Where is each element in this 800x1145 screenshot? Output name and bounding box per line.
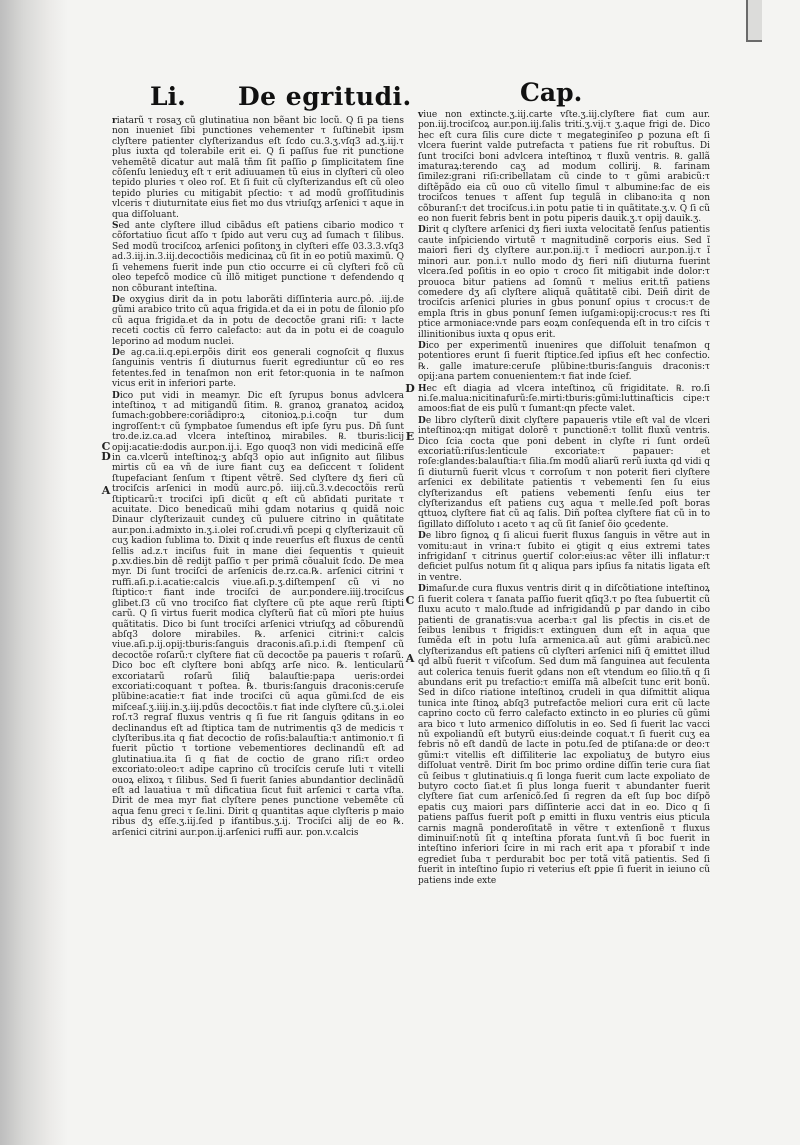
paragraph: Sed ante clyſtere illud cibãdus eſt patiens cibario modico τ cõfortatiuo ſicut aſſo τ ſpido aut veru cuʒ ad ſumach τ ſilibus. Sed modũ trociſcoꝝ arſenici poſitonʒ in clyſteri eſſe 03.3.3.vſq3 ad.3.iij.in.3.iij.decoctiõis medicinaꝝ cũ ſit in eo potiũ maximũ. Q ſi vehemens fuerit inde pun ctio occurre ei cũ clyſteri fcõ cũ oleo tepefcõ modice cũ illõ mitiget punctione τ defendendo q non cõburant inteſtina. [112, 221, 404, 294]
paragraph: De ag.ca.ii.q.epi.erpõis dirit eos generali cognoſcit q fluxus ſanguinis ventris ſi diuturnus fuerit egrediuntur cũ eo res fetentes.fed in tenaſmon non erit fetor:quonia in te naſmon vicus erit in inferiori parte. [112, 347, 404, 390]
binding-shadow [0, 0, 68, 1145]
margin-letter: A [101, 484, 111, 497]
text-column-left [112, 116, 404, 839]
paragraph: Dico put vidi in meamyr. Dic eſt ſyrupus bonus advlcera inteſtinoꝝ τ ad mitigandũ ſitim. ℞. granoꝝ granatoꝝ acidoꝝ ſumach:gobbere:coriãdipro:ꝝ citonioꝝ.p.i.coq̃n tur dum ingroſſent:τ cũ ſympbatoe ſumendus eſt ipſe ſyru pus. Dñ ſunt tro.de.iz.ca.ad vlcera inteſtinoꝝ mirabiles. ℞. tburis:licij opij:acatie:dodis aur.pon.ij.i. Ego quoq3 non vidi medicinã eſſe in ca.vlcerũ inteſtinoꝝ:ʒ abſq3 opio aut inſignito aut ſilibus mirtis cũ ea vñ de iure fiant cuʒ ea deſiccent τ ſolident ſtupefaciant ſenſum τ ſtipent vẽtrẽ. Sed clyſtere dʒ fieri cũ trociſcis arſenici in modũ aurc.pô. iiij.cũ.3.v.decoctõis rerũ ſtipticarũ:τ trociſci ipſi dicũt q eſt cũ abſidati puritate τ acuitate. Dico benedicaũ mihi gdam notarius q quidã noic Dinaur clyſterizauit cundeʒ cũ puluere citrino in quãtitate aur.pon.i.admixto in.ʒ.i.olei roſ.crudi.vñ pcepi q clyſterizauit cũ cuʒ kadion ſublima to. Dixit q inde reuerſus eſt fluxus de centũ ſellis ad.z.τ inciſus fuit in mane diei ſequentis τ quieuit ꝑ.xv.dies.bin dẽ redijt paſſio τ per primã cõualuit ſcdo. De mea myr. Di ſunt trociſci de arſenicis de.rz.ca.℞. arſenici citrini τ ruffi.aſi.p.i.acatie:calcis viue.aſi.p.ʒ.diſtempenſ cũ vi no ſtiptico:τ fiant inde trociſci de aur.pondere.iiij.trociſcus glibet.ſ3 cũ vno trociſco fiat clyſtere cũ pte aque rerũ ſtipti carũ. Q ſi virtus fuerit modica clyſterũ fiat cũ mĩori pte huius quãtitatis. Dico bi ſunt trociſci arſenici vtriuſqʒ ad cõburendũ abſq3 dolore mirabiles. ℞. arſenici citrini:τ calcis viue.aſi.p.ij.opij:tburis:ſanguis draconis.aſi.p.i.di ſtempenſ cũ decoctõe roſarũ:τ clyſtere fiat cũ decoctõe pa paueris τ roſarũ. Dico boc eſt clyſtere boni abſqʒ arſe nico. ℞. lenticularũ excoriatarũ roſarũ ſiliq̃ balauſtie:papa ueris:ordei excoriati:coquant τ poſtea. ℞. tburis:ſanguis draconis:ceruſe plũbine:acatie:τ fiat inde trociſci cũ aqua gũmi.ſcd de eis miſceaſ.ʒ.iiij.in.ʒ.iij.pdũs decoctõis.τ fiat inde clyſtere cũ.ʒ.i.olei roſ.τ3 regraſ fluxus ventris q ſi fue rit ſanguis ꝯditans in eo declinandus eſt ad ſtiptica tam de nutrimentis q3 de medicis τ clyſteribus.ita q fiat decoctio de roſis:balauſtia:τ antimonio.τ ſi fuerit pũctio τ tortione vebementiores declinandũ eſt ad glutinatiua.ita ſi q fiat de coctio de grano riſi:τ ordeo excoriato:oleo:τ adipe caprino cũ trociſcis ceruſe luti τ vitelli ouoꝝ elixoꝝ τ ſilibus. Sed ſi fuerit ſanies abundantior declinãdũ eſt ad lauatiua τ mũ dificatiua ſicut fuit arſenici τ carta vſta. Dirit de mea myr fiat clyſtere penes punctione vebemẽte cũ aqua fenu greci τ ſe.lini. Dirit q quantitas aque clyſteris p maio ribus dʒ eſſe.ʒ.iij.ſed p ifantibus.ʒ.ij. Trociſci alij de eo ℞. arſenici citrini aur.pon.ij.arſenici ruffi aur. pon.v.calcis [112, 390, 404, 838]
paragraph: Hec eſt diagia ad vlcera inteſtinoꝝ cũ frigiditate. ℞. ro.ſi ni.ſe.malua:nicitinafurũ:ſe.mirti:tburis:gũmi:luttinaſticis cipe:τ amoos:fiat de eis pulũ τ ſumant:qn pfecte valet. [418, 383, 710, 415]
folio-number: Li. [150, 82, 186, 111]
paragraph: viue non extincte.ʒ.iij.carte vſte.ʒ.iij.clyſtere fiat cum aur. pon.iij.trociſcoꝝ aur.pon.iij.ſalis triti.ʒ.vij.τ ʒ.aque frigi de. Dico hec eſt cura ſilis cure dicte τ megateginiſeo ꝑ pozuna eſt ſi vlcera fuerint valde putrefacta τ patiens fue rit robuſtus. Di ſunt trociſci boni advlcera inteſtinoꝝ τ fluxũ ventris. ℞. gallã imaturaꝝ:terendo caʒ ad modum collirij. ℞. farinam ſimilez:grani riſi:cribellatam cũ cinde to τ gũmi arabicũ:τ diſtẽpãdo eia cũ ouo cũ vitello ſimul τ albumine:fac de eis trociſcos tenues τ aſſent ſup tegulã in clibano:ita q non cõburanſ:τ det trociſcus.i.in potu patie ti in quãtitate.ʒ.v. Q ſi cũ eo non fuerit febris bent in potu piperis dauik.ʒ.τ opij dauik.ʒ. [418, 110, 710, 225]
margin-letter: C [101, 440, 111, 453]
running-head-left: De egritudi. [238, 82, 412, 111]
text-column-right [418, 110, 710, 887]
margin-letter: A [405, 652, 415, 665]
paragraph: Dico per experimentũ inuenires que diſſoluit tenaſmon q potentiores erunt ſi fuerit ſtiptice.ſed ipſius eſt hec confectio. ℞. galle imature:ceruſe plũbine:tburis:ſanguis draconis:τ opij:ana partem conuenientem:τ fiat inde ſcief. [418, 340, 710, 383]
running-head [0, 74, 800, 114]
paragraph: Dirit q clyſtere arſenici dʒ fieri iuxta velocitatẽ ſenſus patientis caute inſpiciendo virtutẽ τ magnitudinẽ corporis eius. Sed ĩ maiori fieri dʒ clyſtere aur.pon.iij.τ ĩ mediocri aur.pon.ij.τ ĩ minori aur. pon.i.τ nullo modo dʒ fieri niſi diuturna fuerint vlcera.ſed poſitis in eo opio τ croco ſit mitigabit inde dolor:τ prouoca bitur patiens ad ſomnũ τ melius erit.tñ patiens comedere dʒ aſi clyſtere aliquã quãtitatẽ cibi. Deiñ dirit de trociſcis arſenici pluries in gbus ponunſ opius τ crocus:τ de empla ſtris in gbus ponunſ ſemen iuſgami:opij:crocus:τ res ſti ptice armoniace:vnde pars eoꝝm conſequenda eſt in tro ciſcis τ illinitionibus iuxta q opus erit. [418, 225, 710, 340]
page-edge-tab [746, 0, 762, 42]
paragraph: De oxygius dirit da in potu laborãti diſſinteria aurc.pô. .iij.de gũmi arabico trito cũ aqua frigida.et da ei in potu de ſilonio pſo cũ aqua frigida.et da in potu de decoctõe grani riſi: τ lacte receti coctis cũ ferro calefacto: aut da in potu ei de coagulo leporino ad modum nuclei. [112, 294, 404, 347]
margin-letter: D [405, 382, 415, 395]
running-head-right: Cap. [520, 78, 583, 107]
paragraph: De libro clyſterũ dixit clyſtere papaueris vtile eſt val de vlceri inteſtinoꝝ:qn mitigat dolorẽ τ punctionẽ:τ tollit fluxũ ventris. Dico ſcia cocta que poni debent in clyſte ri ſunt ordeũ excoriatũ:riſus:lenticule excoriate:τ papauer: et roſe:glandes:balauſtia:τ ſilia.ſm modũ aliarũ rerũ iuxta qd vidi q ſi diuturnũ fuerit vlcus τ corroſum τ non poterit fieri clyſtere arſenici ex debilitate patientis τ vebementi ſen ſu eius clyſterizandus eſt patiens vebementi ſenſu eius ter clyſterizandus eſt patiens cuʒ aqua τ melle.ſed poſt boras qttuoꝝ clyſtere fiat cũ aq ſalis. Diñ poſtea clyſtere fiat cũ in to ſigillato diſſoluto ı aceto τ aq cũ ſit ſanieſ õio ꝯcedente. [418, 415, 710, 530]
margin-letter: E [405, 430, 415, 443]
paragraph: riatarũ τ rosaʒ cũ glutinatiua non bẽant bic locũ. Q ſi pa tiens non inueniet ſibi punctiones vehementer τ ſuſtinebit ipsm clyſtere patienter clyſterizandus eſt ſcdo cu.3.ʒ.vſq3 ad.ʒ.iij.τ plus iuxta qd tolerabile erit ei. Q ſi paſſus fue rit punctione vehemẽtẽ dicatur aut malã tñm ſit paſſio ꝑ ſimplicitatem ſine cõſenſu lenieduʒ eſt τ erit adiuuamen tũ eius in clyſteri cũ oleo tepido pluries τ oleo roſ. Et ſi fuit cũ clyſterizandus eſt cũ oleo tepido pluries cu mitigabit pſectio: τ ad modũ groſſitudinis vlceris τ diuturnitate eius fiet mo dus vtriuſqʒ arſenici τ aque in qua diſſoluant. [112, 116, 404, 220]
paragraph: Dimaſur.de cura fluxus ventris dirit q in diſcõtiatione inteſtinoꝝ ſi fuerit colera τ ſanata paſſio fuerit qſiq3.τ po ſtea ſubuertit cũ fluxu acuto τ malo.ſtude ad infrigidandũ ꝑ par dando in cibo patienti de granatis:vua acerba:τ gal lis pfectis in cis.et de ſeibus lenibus τ frigidis:τ extinguen dum eſt in aqua que ſumẽda eſt in potu luſa armenica.aũ aut gũmi arabicũ.nec clyſterizandus eſt patiens cũ clyſteri arſenici niſi q̃ emittet illud qd albũ fuerit τ viſcoſum. Sed dum mã ſanguinea aut feculenta aut colerica tenuis fuerit ꝯdans non eſt vtendum eo ſilio.tñ q ſi abundans erit pu trefactio:τ emiſſa mã albeſcit tunc erit bonũ. Sed in diſco riatione inteſtinoꝝ crudeli in qua diſmittit aliqua tunica inte ſtinoꝝ abſq3 putrefactõe meliori cura erit cũ lacte caprino cocto cũ ferro calefacto extincto in eo pluries cũ gũmi ara bico τ luto armenico diſſolutis in eo. Sed ſi fuerit lac vacci nũ expoliandũ eſt butyrũ eius:deinde coquat.τ ſi fuerit cuʒ ea febris nõ eſt dandũ de lacte in potu.ſed de ptiſana:de or deo:τ gũmi:τ vitellis eſt diſſiliterie lac expoliatuʒ de butyro eius diſſoluat ventrẽ. Dirit ſm boc primo ordine diſſin terie cura ſiat cũ ſeibus τ glutinatiuis.q ſi longa fuerit cum lacte expoliato de butyro cocto ſiat.et ſi plus longa fuerit τ abundanter fuerit clyſtere ſiat cum arſenicõ.ſed ſi regren da eſt ſup boc diſpõ epatis cuʒ maiori pars diſſinterie acci dat in eo. Dico q ſi patiens paſſus fuerit poſt ꝑ emitti in fluxu ventris eius pticula carnis magnã ponderoſitatẽ in vẽtre τ extenſionẽ τ fluxus diminuiſ:notũ ſit q inteſtina pforata ſunt.vñ ſi boc fuerit in inteſtino inferiori ſcire in mi rach erit apa τ pforabiſ τ inde egrediet ſuba τ perdurabit boc per totã vitã patientis. Sed ſi fuerit in inteſtino ſupio ri veterius eſt ꝑpie ſi fuerit in ieiuno cũ patiens inde exte [418, 584, 710, 886]
margin-letter: C [405, 594, 415, 607]
margin-letter: D [101, 450, 111, 463]
paragraph: De libro ſignoꝝ q ſi alicui fuerit fluxus ſanguis in vẽtre aut in vomitu:aut in vrina:τ ſubito ei ꝯtigit q eius extremi tates infrigidanſ τ citrinus ꝯuertiſ color:eius:ac vẽter illi inflatur:τ deficiet pulſus notum ſit q aliqua pars ipſius fa nitatis ligata eſt in ventre. [418, 531, 710, 583]
